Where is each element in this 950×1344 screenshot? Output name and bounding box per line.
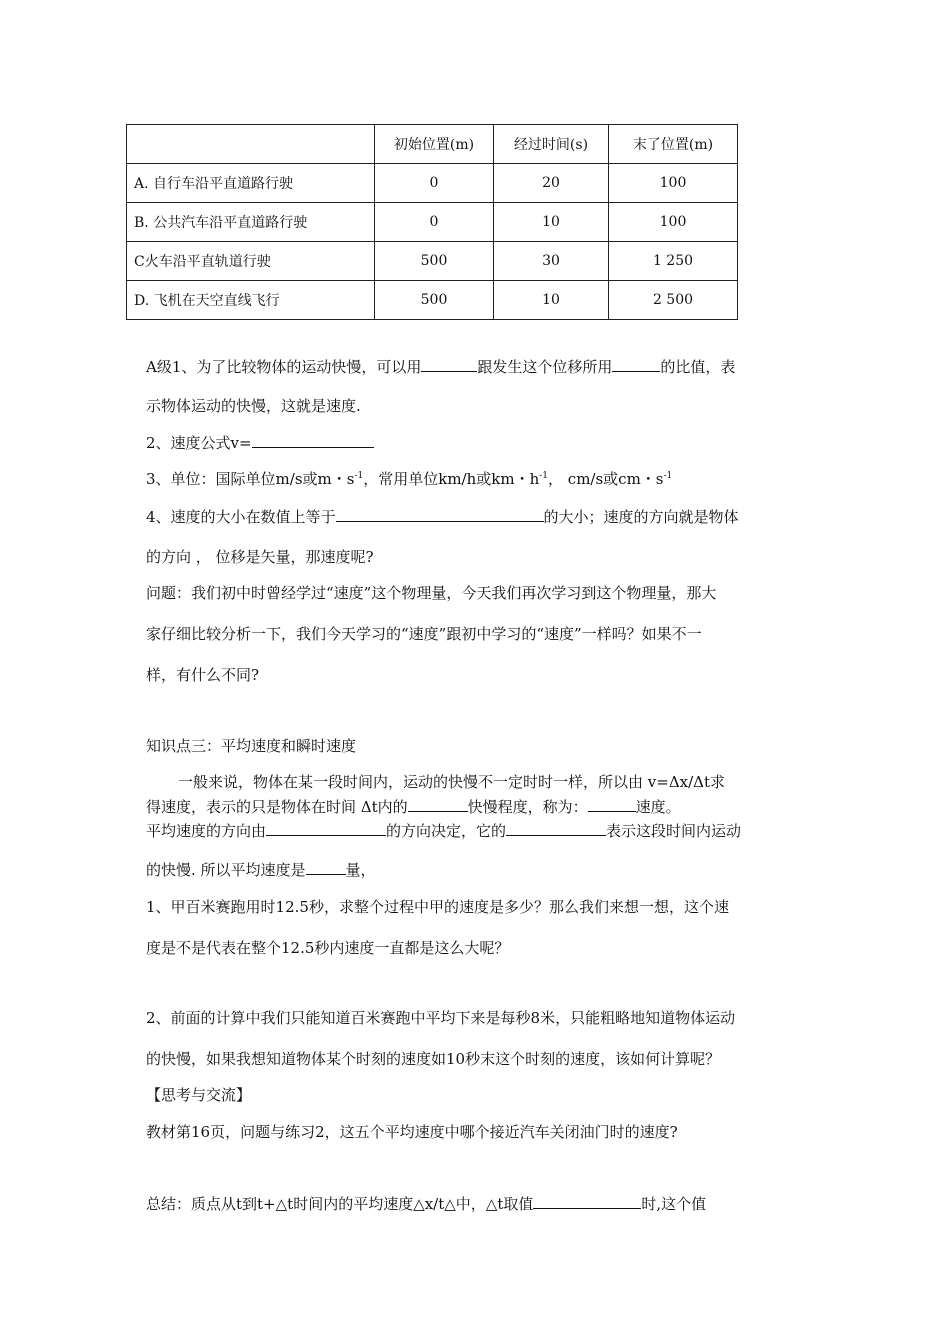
q3-line <box>146 468 672 490</box>
table-row <box>127 281 738 320</box>
table-row <box>127 164 738 203</box>
q2-formula-blank[interactable] <box>252 431 374 448</box>
avg-text: 的方向决定，它的 <box>386 822 507 840</box>
table-cell-time: 20 <box>494 164 609 203</box>
avg-text: 平均速度的方向由 <box>146 822 267 840</box>
avg-text: 的快慢. 所以平均速度是 <box>146 861 306 879</box>
section-3-title: 知识点三：平均速度和瞬时速度 <box>146 737 357 755</box>
example-2-line-1: 2、前面的计算中我们只能知道百米赛跑中平均下来是每秒8米，只能粗略地知道物体运动 <box>146 1009 736 1027</box>
q3-text: ，常用单位km/h或km・h <box>363 470 540 488</box>
question-line-3: 样，有什么不同? <box>146 666 260 684</box>
avg-blank-1[interactable] <box>408 795 468 812</box>
table-header-row <box>127 125 738 164</box>
avg-text: 快慢程度，称为： <box>467 798 588 816</box>
table-cell-label: D. 飞机在天空直线飞行 <box>127 281 375 320</box>
avg-line-2 <box>146 795 681 818</box>
q3-exponent: -1 <box>354 471 364 481</box>
table-cell-end: 1 250 <box>609 242 738 281</box>
q4-blank[interactable] <box>336 505 544 522</box>
table-header-end: 末了位置(m) <box>609 125 738 164</box>
example-1-line-1: 1、甲百米赛跑用时12.5秒，求整个过程中甲的速度是多少？那么我们来想一想，这个速 <box>146 898 729 916</box>
q1-blank-1[interactable] <box>421 355 477 372</box>
table-header-start: 初始位置(m) <box>375 125 494 164</box>
q1-line-1 <box>146 355 735 378</box>
avg-blank-3[interactable] <box>266 819 386 836</box>
table-cell-label: A. 自行车沿平直道路行驶 <box>127 164 375 203</box>
q4-text: 的大小；速度的方向就是物体 <box>543 508 739 526</box>
table-row <box>127 242 738 281</box>
q1-text: A级1、为了比较物体的运动快慢，可以用 <box>146 358 422 376</box>
avg-blank-5[interactable] <box>306 858 346 875</box>
table-cell-label: C火车沿平直轨道行驶 <box>127 242 375 281</box>
avg-line-1: 一般来说，物体在某一段时间内，运动的快慢不一定时时一样，所以由 v=Δx/Δt求 <box>178 773 726 791</box>
avg-line-3 <box>146 819 741 842</box>
q1-blank-2[interactable] <box>612 355 660 372</box>
table-cell-end: 100 <box>609 203 738 242</box>
table-cell-start: 500 <box>375 242 494 281</box>
q4-line-1 <box>146 505 739 528</box>
table-cell-label: B. 公共汽车沿平直道路行驶 <box>127 203 375 242</box>
question-line-1: 问题：我们初中时曾经学过“速度”这个物理量，今天我们再次学习到这个物理量，那大 <box>146 584 717 602</box>
example-1-line-2: 度是不是代表在整个12.5秒内速度一直都是这么大呢？ <box>146 939 510 957</box>
think-title: 【思考与交流】 <box>146 1086 252 1104</box>
q3-text: ， cm/s或cm・s <box>548 470 664 488</box>
table-cell-start: 0 <box>375 203 494 242</box>
q3-exponent: -1 <box>539 471 549 481</box>
question-line-2: 家仔细比较分析一下，我们今天学习的“速度”跟初中学习的“速度”一样吗？如果不一 <box>146 625 702 643</box>
table-row <box>127 203 738 242</box>
table-cell-time: 10 <box>494 203 609 242</box>
table-cell-start: 500 <box>375 281 494 320</box>
avg-text: 表示这段时间内运动 <box>606 822 742 840</box>
avg-text: 量， <box>345 861 376 879</box>
q1-line-2: 示物体运动的快慢，这就是速度. <box>146 397 361 415</box>
table-header-blank <box>127 125 375 164</box>
q4-line-2: 的方向 ， 位移是矢量，那速度呢? <box>146 548 374 566</box>
table-cell-end: 100 <box>609 164 738 203</box>
motion-data-table <box>126 124 738 320</box>
summary-line <box>146 1192 706 1215</box>
summary-blank[interactable] <box>533 1192 641 1209</box>
q3-exponent: -1 <box>663 471 673 481</box>
avg-blank-4[interactable] <box>506 819 606 836</box>
table-header-time: 经过时间(s) <box>494 125 609 164</box>
q2-line <box>146 431 374 454</box>
avg-text: 得速度，表示的只是物体在时间 Δt内的 <box>146 798 408 816</box>
avg-blank-2[interactable] <box>588 795 636 812</box>
avg-text: 速度。 <box>635 798 681 816</box>
q4-text: 4、速度的大小在数值上等于 <box>146 508 336 526</box>
table-cell-end: 2 500 <box>609 281 738 320</box>
think-body: 教材第16页，问题与练习2，这五个平均速度中哪个接近汽车关闭油门时的速度? <box>146 1123 678 1141</box>
q1-text: 的比值，表 <box>660 358 736 376</box>
example-2-line-2: 的快慢，如果我想知道物体某个时刻的速度如10秒末这个时刻的速度，该如何计算呢？ <box>146 1050 721 1068</box>
avg-line-4 <box>146 858 376 881</box>
summary-text: 时,这个值 <box>641 1195 707 1213</box>
table-cell-start: 0 <box>375 164 494 203</box>
q2-text: 2、速度公式v= <box>146 434 252 452</box>
table-cell-time: 30 <box>494 242 609 281</box>
q3-text: 3、单位：国际单位m/s或m・s <box>146 470 355 488</box>
table-cell-time: 10 <box>494 281 609 320</box>
q1-text: 跟发生这个位移所用 <box>477 358 613 376</box>
summary-text: 总结：质点从t到t+△t时间内的平均速度△x/t△中，△t取值 <box>146 1195 534 1213</box>
